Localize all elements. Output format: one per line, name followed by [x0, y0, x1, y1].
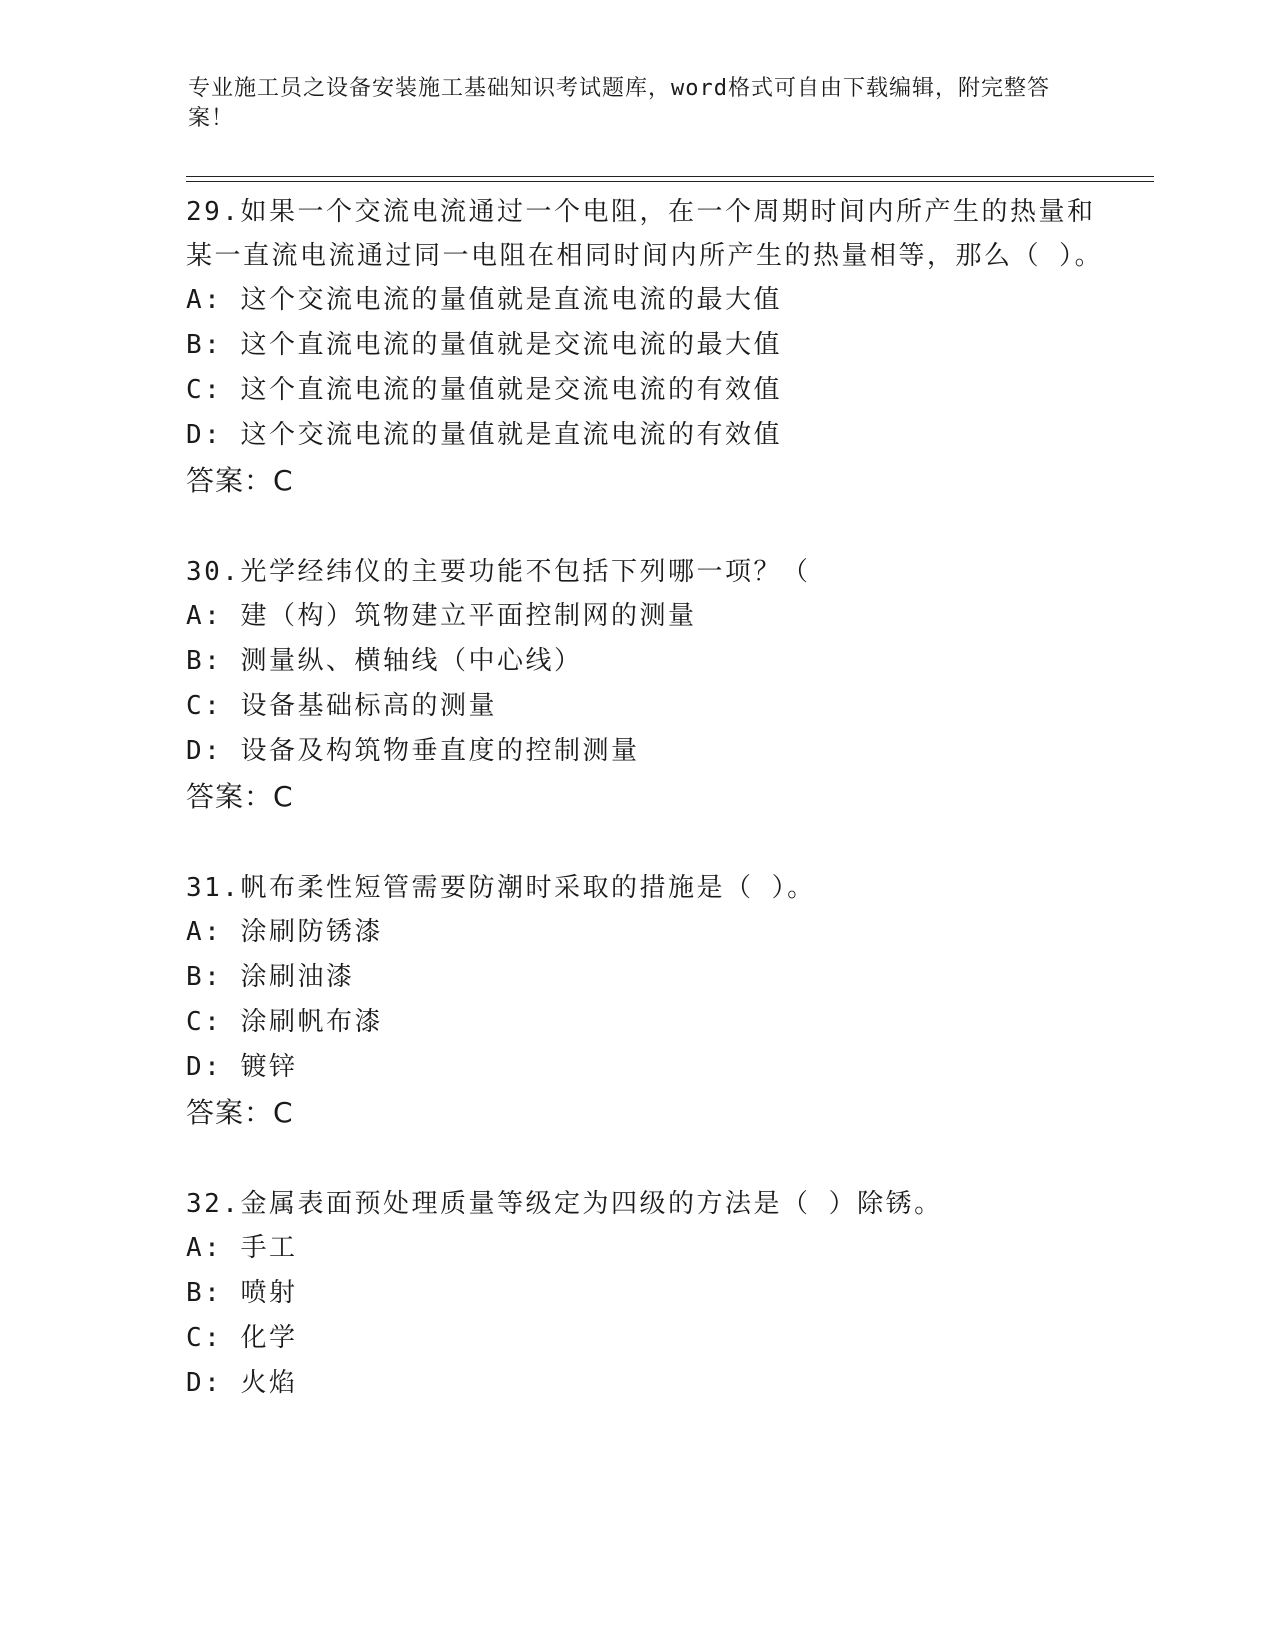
question-29: [186, 190, 1106, 504]
option-b: B: 涂刷油漆: [186, 962, 355, 992]
answer: 答案：C: [186, 780, 294, 813]
option-c: C: 这个直流电流的量值就是交流电流的有效值: [186, 375, 782, 405]
question-32: [186, 1182, 1106, 1406]
question-30: [186, 550, 1106, 820]
option-d: D: 这个交流电流的量值就是直流电流的有效值: [186, 420, 782, 450]
document-header: 专业施工员之设备安装施工基础知识考试题库，word格式可自由下载编辑，附完整答案！: [188, 76, 1050, 131]
option-b: B: 测量纵、横轴线（中心线）: [186, 646, 583, 676]
question-text: 30.光学经纬仪的主要功能不包括下列哪一项？（: [186, 557, 811, 587]
option-d: D: 镀锌: [186, 1052, 298, 1082]
option-b: B: 喷射: [186, 1278, 298, 1308]
question-text: 29.如果一个交流电流通过一个电阻，在一个周期时间内所产生的热量和某一直流电流通过同一电阻在相同时间内所产生的热量相等，那么（ ）。: [186, 197, 1104, 271]
option-c: C: 涂刷帆布漆: [186, 1007, 383, 1037]
option-c: C: 化学: [186, 1323, 298, 1353]
option-b: B: 这个直流电流的量值就是交流电流的最大值: [186, 330, 782, 360]
option-a: A: 建（构）筑物建立平面控制网的测量: [186, 601, 697, 631]
option-a: A: 这个交流电流的量值就是直流电流的最大值: [186, 285, 782, 315]
option-d: D: 设备及构筑物垂直度的控制测量: [186, 736, 640, 766]
answer: 答案：C: [186, 1096, 294, 1129]
question-list: [186, 190, 1106, 1452]
question-text: 32.金属表面预处理质量等级定为四级的方法是（ ）除锈。: [186, 1189, 943, 1219]
question-text: 31.帆布柔性短管需要防潮时采取的措施是（ ）。: [186, 873, 816, 903]
header-rule-bottom: [186, 181, 1154, 182]
option-c: C: 设备基础标高的测量: [186, 691, 497, 721]
option-a: A: 手工: [186, 1233, 298, 1263]
answer: 答案：C: [186, 464, 294, 497]
option-a: A: 涂刷防锈漆: [186, 917, 383, 947]
question-31: [186, 866, 1106, 1136]
option-d: D: 火焰: [186, 1368, 298, 1398]
header-rule-top: [186, 176, 1154, 177]
